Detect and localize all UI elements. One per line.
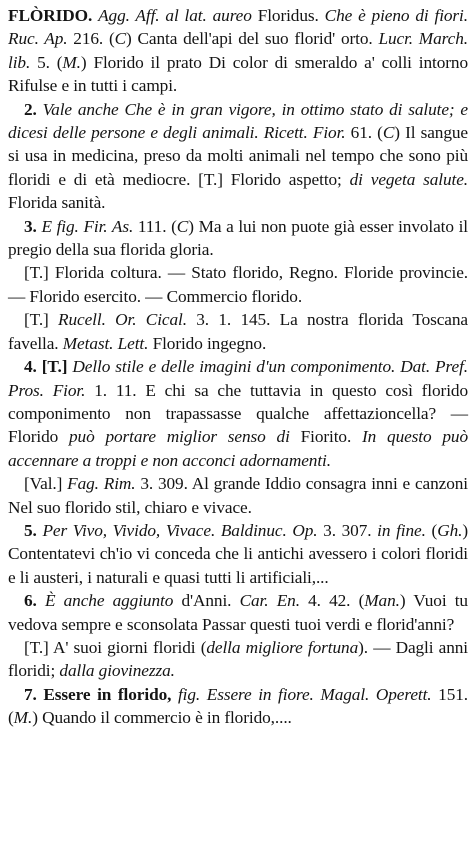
italic-text-run: Dello stile e delle imagini d'un componimento. Dat. Pref. Pros. Fior. bbox=[8, 357, 468, 400]
text-run: ) Contentatevi ch'io vi conceda che li antichi avessero i colori floridi e li austeri, i naturali e quasi tutti li artificiali,... bbox=[8, 520, 468, 587]
bold-text-run: 7. Essere in florido, bbox=[24, 684, 178, 704]
text-run: 151. ( bbox=[8, 684, 468, 728]
text-run: ) Ma a lui non puote già esser involato il pregio della sua florida gloria. bbox=[8, 216, 469, 260]
italic-text-run: Metast. Lett. bbox=[62, 333, 149, 353]
italic-text-run: Fag. Rim. bbox=[67, 474, 136, 494]
entry-sense-paragraph bbox=[8, 98, 468, 215]
italic-text-run: E fig. Fir. As. bbox=[41, 216, 134, 236]
bold-text-run: 3. bbox=[24, 216, 42, 236]
italic-text-run: Man. bbox=[364, 591, 400, 611]
text-run: ) Canta dell'api del suo florid' orto. bbox=[126, 29, 379, 49]
text-run: [T.] bbox=[24, 310, 59, 330]
text-run: 5. ( bbox=[30, 52, 63, 72]
italic-text-run: Car. En. bbox=[239, 591, 300, 611]
italic-text-run: della migliore fortuna bbox=[206, 637, 359, 657]
entry-sense-paragraph bbox=[8, 683, 468, 730]
text-run: Fiorito. bbox=[289, 427, 363, 447]
text-run: 3. 1. 145. La nostra florida Toscana favella. bbox=[8, 310, 468, 353]
text-run: ) Il sangue si usa in medicina, preso da molti animali nel tempo che sono più floridi e di età mediocre. [T.] Florido aspetto; bbox=[8, 123, 468, 189]
italic-text-run: È anche aggiunto bbox=[44, 591, 174, 611]
bold-text-run: 2. bbox=[24, 99, 43, 119]
text-run: Floridus. bbox=[251, 6, 325, 25]
italic-text-run: Gh. bbox=[437, 520, 463, 540]
italic-text-run: Rucell. Or. Cical. bbox=[58, 310, 187, 330]
italic-text-run: M. bbox=[13, 708, 33, 728]
italic-text-run: di vegeta salute. bbox=[349, 169, 469, 189]
text-run: ( bbox=[425, 520, 438, 540]
entry-sense-paragraph bbox=[8, 589, 468, 636]
text-run: Florida sanità. bbox=[8, 193, 106, 213]
headword: FLÒRIDO. bbox=[8, 6, 93, 25]
italic-text-run: C bbox=[114, 29, 127, 49]
entry-sense-paragraph bbox=[8, 472, 468, 519]
text-run: 61. ( bbox=[345, 123, 383, 143]
text-run: 3. 307. bbox=[317, 520, 378, 540]
italic-text-run: M. bbox=[62, 52, 81, 72]
text-run: 216. ( bbox=[67, 29, 115, 49]
italic-text-run: Agg. Aff. al lat. aureo bbox=[98, 6, 252, 25]
text-run: 4. 42. ( bbox=[299, 591, 365, 611]
text-run: Florido ingegno. bbox=[148, 333, 267, 353]
italic-text-run: in fine. bbox=[377, 520, 426, 540]
dictionary-entry-florido bbox=[8, 4, 468, 730]
text-run: 111. ( bbox=[133, 216, 177, 236]
text-run: ) Florido il prato Di color di smeraldo a' colli intorno Rifulse e in tutti i campi. bbox=[8, 52, 468, 96]
bold-text-run: 5. bbox=[24, 520, 43, 540]
italic-text-run: fig. Essere in fiore. Magal. Operett. bbox=[177, 684, 432, 704]
bold-text-run: 4. [T.] bbox=[24, 357, 73, 377]
entry-sense-paragraph bbox=[8, 355, 468, 472]
italic-text-run: Per Vivo, Vivido, Vivace. Baldinuc. Op. bbox=[42, 520, 318, 540]
text-run: d'Anni. bbox=[173, 591, 240, 611]
entry-sense-paragraph bbox=[8, 261, 468, 308]
text-run: ) Quando il commercio è in florido,.... bbox=[32, 708, 292, 728]
text-run: [T.] Florida coltura. — Stato florido, Regno. Floride provincie. — Florido esercito. — Commercio florido. bbox=[8, 263, 468, 306]
italic-text-run: Lucr. March. lib. bbox=[8, 29, 468, 72]
italic-text-run: dalla giovinezza. bbox=[59, 661, 175, 681]
text-run: ). — Dagli anni floridi; bbox=[8, 637, 469, 681]
entry-sense-paragraph bbox=[8, 636, 468, 683]
italic-text-run: può portare miglior senso di bbox=[69, 427, 290, 447]
text-run: 3. 309. Al grande Iddio consagra inni e canzoni Nel suo florido stil, chiaro e vivace. bbox=[8, 474, 468, 517]
text-run: ) Vuoi tu vedova sempre e sconsolata Passar questi tuoi verdi e florid'anni? bbox=[8, 591, 468, 634]
italic-text-run: C bbox=[382, 123, 395, 143]
text-run: 1. 11. E chi sa che tuttavia in questo così florido componimento non trapassasse qualche affettazioncella? — Florido bbox=[8, 380, 468, 447]
text-run: [T.] A' suoi giorni floridi ( bbox=[24, 637, 207, 657]
italic-text-run: Che è pieno di fiori. Ruc. Ap. bbox=[8, 6, 468, 49]
entry-definition-paragraph bbox=[8, 4, 468, 98]
bold-text-run: 6. bbox=[24, 591, 45, 611]
italic-text-run: Vale anche Che è in gran vigore, in ottimo stato di salute; e dicesi delle persone e degli animali. Ricett. Fior. bbox=[8, 99, 469, 143]
entry-sense-paragraph bbox=[8, 519, 468, 589]
text-run: [Val.] bbox=[24, 474, 68, 494]
italic-text-run: C bbox=[176, 216, 189, 236]
entry-sense-paragraph bbox=[8, 308, 468, 355]
italic-text-run: In questo può accennare a troppi e non acconci adornamenti. bbox=[8, 427, 469, 470]
entry-sense-paragraph bbox=[8, 215, 468, 262]
